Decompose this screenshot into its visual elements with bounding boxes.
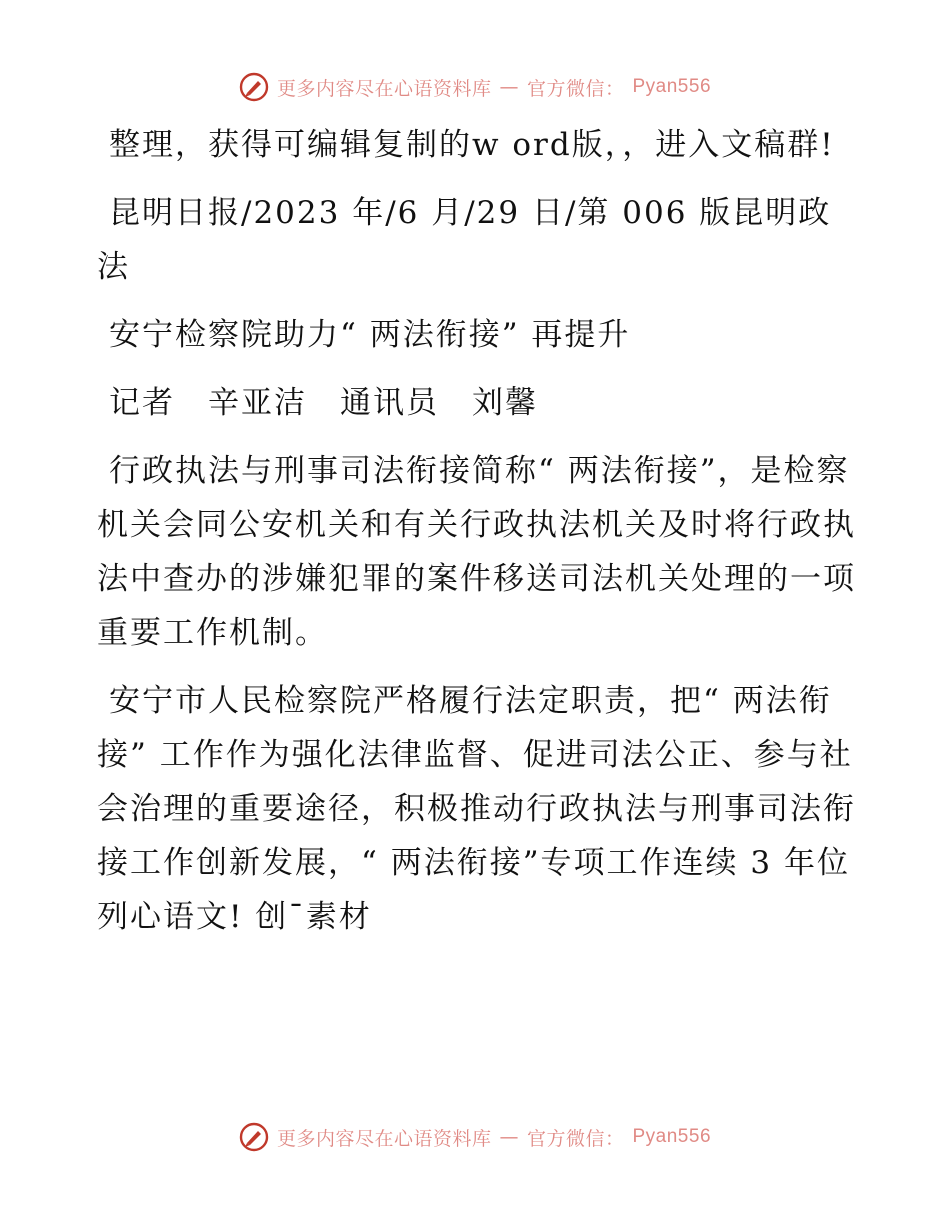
watermark-dash: —	[499, 1126, 519, 1148]
watermark-wechat-id: Pyan556	[632, 76, 712, 97]
pen-logo-icon	[239, 1122, 269, 1152]
watermark-site-text: 更多内容尽在心语资料库	[276, 1127, 492, 1150]
pen-logo-icon	[239, 72, 269, 102]
document-body	[97, 118, 857, 958]
footer-watermark	[0, 1122, 950, 1152]
watermark-site-text: 更多内容尽在心语资料库	[276, 77, 492, 100]
source-line: 昆明日报/2023 年/6 月/29 日/第 006 版昆明政法	[97, 195, 832, 285]
intro-paragraph: 整理，获得可编辑复制的w ord版，，进入文稿群!	[109, 127, 835, 163]
watermark-wechat-id: Pyan556	[632, 1126, 712, 1147]
watermark-dash: —	[499, 76, 519, 98]
body-paragraph: 安宁市人民检察院严格履行法定职责，把“ 两法衔接” 工作作为强化法律监督、促进司法公正、参与社会治理的重要途径，积极推动行政执法与刑事司法衔接工作创新发展，“ 两法衔接”专项工作连续 3 年位列心语文! 创¯素材	[97, 683, 856, 935]
header-watermark	[0, 72, 950, 102]
body-paragraph: 行政执法与刑事司法衔接简称“ 两法衔接”，是检察机关会同公安机关和有关行政执法机关及时将行政执法中查办的涉嫌犯罪的案件移送司法机关处理的一项重要工作机制。	[97, 453, 856, 651]
article-title: 安宁检察院助力“ 两法衔接” 再提升	[109, 317, 631, 353]
watermark-official-label: 官方微信：	[526, 1127, 625, 1150]
watermark-official-label: 官方微信：	[526, 77, 625, 100]
byline: 记者 辛亚洁 通讯员 刘馨	[109, 385, 538, 421]
